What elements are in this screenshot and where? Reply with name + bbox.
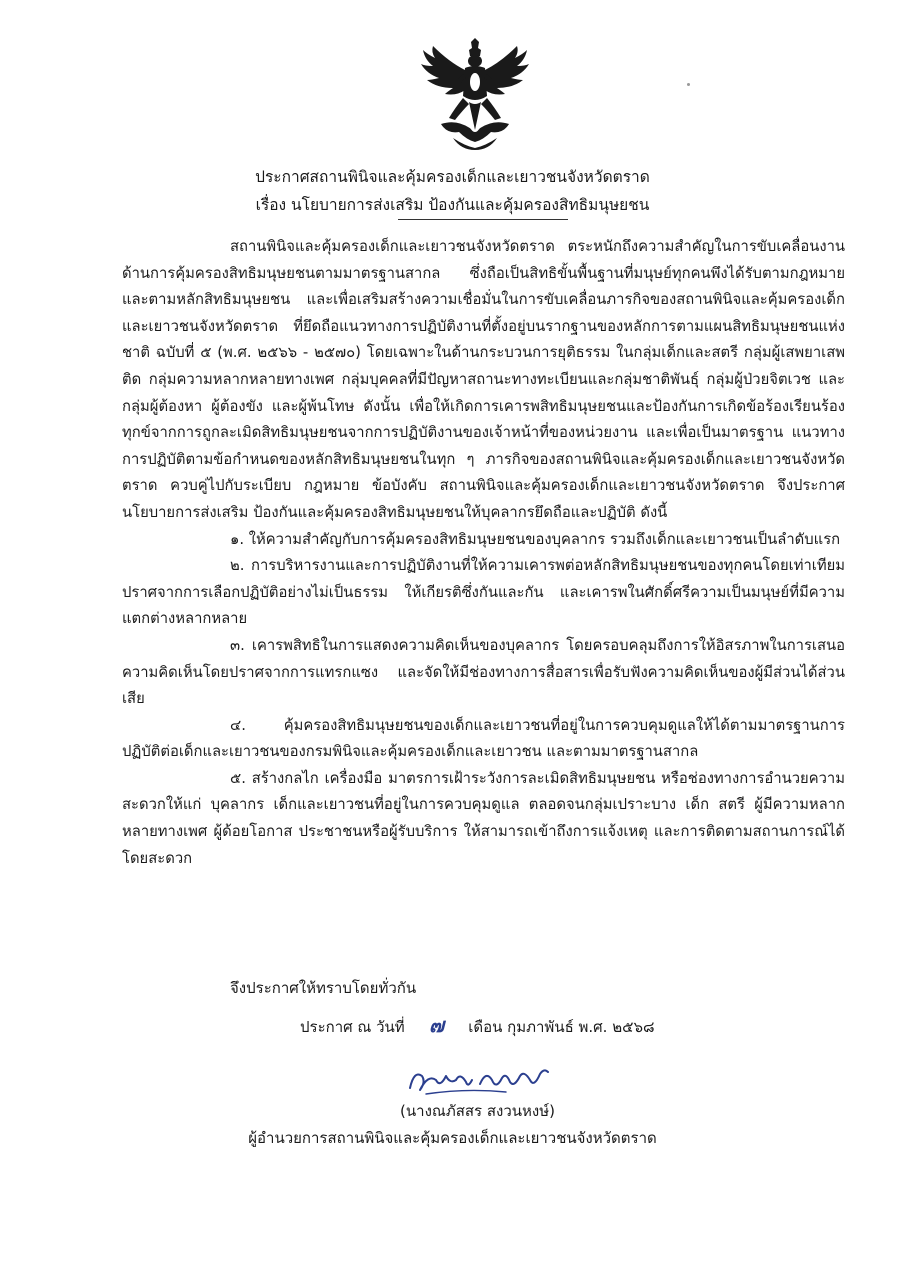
signature-block (0, 1098, 905, 1152)
announcement-subject: เรื่อง นโยบายการส่งเสริม ป้องกันและคุ้มครองสิทธิมนุษยชน (255, 196, 650, 214)
closing-statement: จึงประกาศให้ทราบโดยทั่วกัน (230, 979, 417, 997)
garuda-emblem-icon (419, 38, 531, 150)
date-suffix: เดือน กุมภาพันธ์ พ.ศ. ๒๕๖๘ (468, 1018, 655, 1036)
announcement-title: ประกาศสถานพินิจและคุ้มครองเด็กและเยาวชนจังหวัดตราด (255, 168, 650, 186)
policy-item-3: ๓. เคารพสิทธิในการแสดงความคิดเห็นของบุคลากร โดยครอบคลุมถึงการให้อิสรภาพในการเสนอความคิดเห็นโดยปราศจากการแทรกแซง และจัดให้มีช่องทางการสื่อสารเพื่อรับฟังความคิดเห็นของผู้มีส่วนได้ส่วนเสีย (122, 636, 845, 708)
announcement-header (0, 163, 905, 219)
policy-item-1: ๑. ให้ความสำคัญกับการคุ้มครองสิทธิมนุษยชนของบุคลากร รวมถึงเด็กและเยาวชนเป็นลำดับแรก (230, 530, 841, 548)
date-prefix: ประกาศ ณ วันที่ (300, 1018, 405, 1036)
handwritten-signature (406, 1058, 556, 1102)
policy-item-4: ๔. คุ้มครองสิทธิมนุษยชนของเด็กและเยาวชนที่อยู่ในการควบคุมดูแลให้ได้ตามมาตรฐานการปฏิบัติต่อเด็กและเยาวชนของกรมพินิจและคุ้มครองเด็กและเยาวชน และตามมาตรฐานสากล (122, 716, 845, 761)
announcement-date (300, 1011, 655, 1041)
scan-speck (687, 83, 690, 86)
policy-item-2: ๒. การบริหารงานและการปฏิบัติงานที่ให้ความเคารพต่อหลักสิทธิมนุษยชนของทุกคนโดยเท่าเทียม ปราศจากการเลือกปฏิบัติอย่างไม่เป็นธรรม ให้เกียรติซึ่งกันและกัน และเคารพในศักดิ์ศรีความเป็นมนุษย์ที่มีความแตกต่างหลากหลาย (122, 557, 845, 628)
signatory-position: ผู้อำนวยการสถานพินิจและคุ้มครองเด็กและเยาวชนจังหวัดตราด (248, 1129, 657, 1147)
date-day-handwritten: ๗ (428, 1013, 444, 1037)
subject-underline (398, 219, 568, 220)
announcement-body (122, 234, 845, 872)
intro-paragraph: สถานพินิจและคุ้มครองเด็กและเยาวชนจังหวัดตราด ตระหนักถึงความสำคัญในการขับเคลื่อนงานด้านการคุ้มครองสิทธิมนุษยชนตามมาตรฐานสากล ซึ่งถือเป็นสิทธิขั้นพื้นฐานที่มนุษย์ทุกคนพึงได้รับตามกฎหมายและตามหลักสิทธิมนุษยชน และเพื่อเสริมสร้างความเชื่อมั่นในการขับเคลื่อนภารกิจของสถานพินิจและคุ้มครองเด็กและเยาวชนจังหวัดตราด ที่ยึดถือแนวทางการปฏิบัติงานที่ตั้งอยู่บนรากฐานของหลักการตามแผนสิทธิมนุษยชนแห่งชาติ ฉบับที่ ๕ (พ.ศ. ๒๕๖๖ - ๒๕๗๐) โดยเฉพาะในด้านกระบวนการยุติธรรม ในกลุ่มเด็กและสตรี กลุ่มผู้เสพยาเสพติด กลุ่มความหลากหลายทางเพศ กลุ่มบุคคลที่มีปัญหาสถานะทางทะเบียนและกลุ่มชาติพันธุ์ กลุ่มผู้ป่วยจิตเวช และกลุ่มผู้ต้องหา ผู้ต้องขัง และผู้พ้นโทษ ดังนั้น เพื่อให้เกิดการเคารพสิทธิมนุษยชนและป้องกันการเกิดข้อร้องเรียนร้องทุกข์จากการถูกละเมิดสิทธิมนุษยชนจากการปฏิบัติงานของเจ้าหน้าที่ของหน่วยงาน และเพื่อเป็นมาตรฐาน แนวทางการปฏิบัติตามข้อกำหนดของหลักสิทธิมนุษยชนในทุก ๆ ภารกิจของสถานพินิจและคุ้มครองเด็กและเยาวชนจังหวัดตราด ควบคู่ไปกับระเบียบ กฎหมาย ข้อบังคับ สถานพินิจและคุ้มครองเด็กและเยาวชนจังหวัดตราด จึงประกาศนโยบายการส่งเสริม ป้องกันและคุ้มครองสิทธิมนุษยชนให้บุคลากรยึดถือและปฏิบัติ ดังนี้ (122, 238, 845, 521)
policy-item-5: ๕. สร้างกลไก เครื่องมือ มาตรการเฝ้าระวังการละเมิดสิทธิมนุษยชน หรือช่องทางการอำนวยความสะดวกให้แก่ บุคลากร เด็กและเยาวชนที่อยู่ในการควบคุมดูแล ตลอดจนกลุ่มเปราะบาง เด็ก สตรี ผู้มีความหลากหลายทางเพศ ผู้ด้อยโอกาส ประชาชนหรือผู้รับบริการ ให้สามารถเข้าถึงการแจ้งเหตุ และการติดตามสถานการณ์ได้โดยสะดวก (122, 769, 846, 867)
signatory-name: (นางณภัสสร สงวนหงษ์) (400, 1102, 555, 1120)
